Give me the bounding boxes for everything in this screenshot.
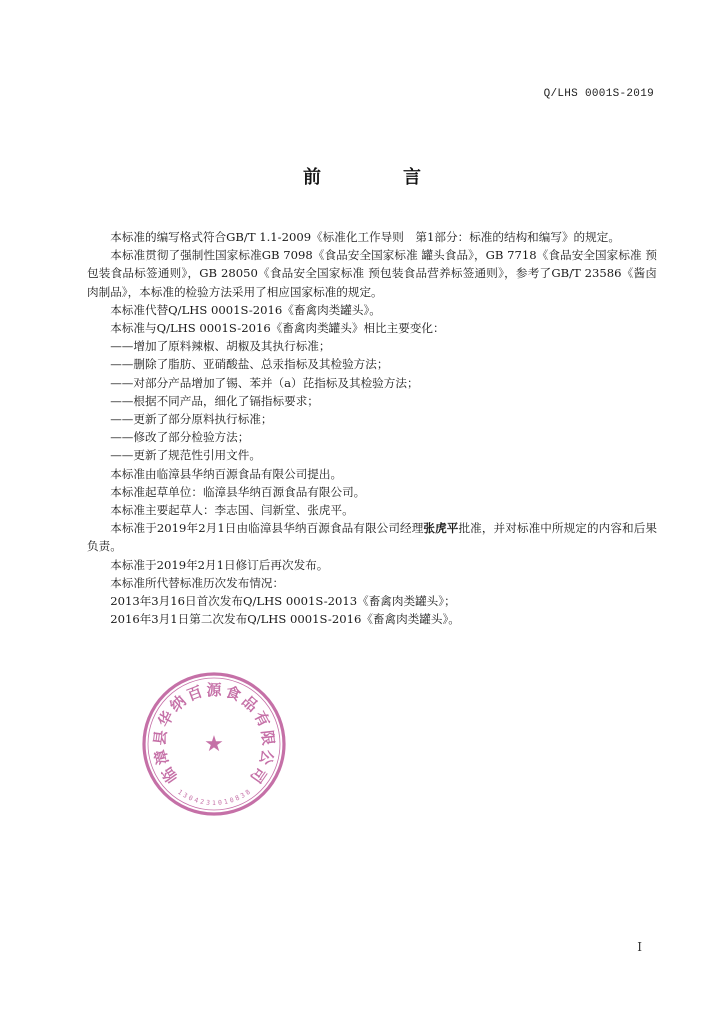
seal-character: 临 bbox=[158, 763, 182, 787]
seal-digit: 0 bbox=[228, 795, 235, 805]
approval-text-after: 批准，并对标准中所规定的内容和后果负责。 bbox=[87, 521, 657, 554]
seal-digit: 3 bbox=[205, 798, 211, 807]
seal-character: 源 bbox=[206, 681, 222, 699]
change-item: ——删除了脂肪、亚硝酸盐、总汞指标及其检验方法； bbox=[110, 357, 389, 372]
change-item: ——对部分产品增加了锡、苯并（a）芘指标及其检验方法； bbox=[110, 375, 419, 390]
paragraph-release: 本标准于2019年2月1日修订后再次发布。 bbox=[110, 557, 329, 572]
seal-digit: 0 bbox=[187, 793, 195, 803]
seal-digit: 3 bbox=[181, 791, 189, 800]
seal-character: 华 bbox=[154, 708, 178, 730]
seal-character: 百 bbox=[184, 682, 206, 705]
paragraph-drafting-unit: 本标准起草单位：临漳县华纳百源食品有限公司。 bbox=[110, 484, 366, 499]
paragraph-replaces: 本标准代替Q/LHS 0001S-2016《畜禽肉类罐头》。 bbox=[110, 302, 381, 317]
foreword-body bbox=[87, 228, 657, 628]
approval-text-before: 本标准于2019年2月1日由临漳县华纳百源食品有限公司经理 bbox=[110, 521, 424, 536]
change-item: ——增加了原料辣椒、胡椒及其执行标准； bbox=[110, 339, 331, 354]
seal-character: 县 bbox=[150, 729, 171, 747]
seal-digit: 8 bbox=[243, 787, 252, 797]
seal-digit: 8 bbox=[233, 793, 241, 803]
seal-digit: 4 bbox=[193, 795, 200, 805]
history-item: 2016年3月1日第二次发布Q/LHS 0001S-2016《畜禽肉类罐头》。 bbox=[110, 612, 460, 627]
seal-character: 漳 bbox=[151, 747, 173, 767]
seal-digit: 2 bbox=[199, 797, 205, 807]
change-item: ——修改了部分检验方法； bbox=[110, 430, 250, 445]
seal-character: 司 bbox=[246, 763, 270, 787]
paragraph-changes-intro: 本标准与Q/LHS 0001S-2016《畜禽肉类罐头》相比主要变化： bbox=[110, 321, 445, 336]
paragraph-standards: 本标准贯彻了强制性国家标准GB 7098《食品安全国家标准 罐头食品》，GB 7718《食品安全国家标准 预包装食品标签通则》，GB 28050《食品安全国家标准 预包装食品营养标签通则》，参考了GB/T 23586《酱卤肉制品》，本标准的检验方法采用了相应国家标准的规定。 bbox=[87, 248, 657, 299]
change-item: ——根据不同产品，细化了镉指标要求； bbox=[110, 393, 319, 408]
paragraph-format: 本标准的编写格式符合GB/T 1.1-2009《标准化工作导则 第1部分：标准的结构和编写》的规定。 bbox=[110, 230, 620, 244]
seal-character: 品 bbox=[238, 691, 262, 716]
paragraph-proposer: 本标准由临漳县华纳百源食品有限公司提出。 bbox=[110, 466, 343, 481]
page-number: I bbox=[637, 940, 642, 954]
change-item: ——更新了规范性引用文件。 bbox=[110, 448, 261, 463]
seal-character: 公 bbox=[255, 747, 277, 767]
svg-text:★: ★ bbox=[204, 732, 224, 757]
approver-name: 张虎平 bbox=[423, 521, 459, 536]
change-item: ——更新了部分原料执行标准； bbox=[110, 412, 273, 427]
company-seal-stamp bbox=[138, 668, 290, 820]
paragraph-history-intro: 本标准所代替标准历次发布情况： bbox=[110, 575, 285, 590]
section-title: 前 言 bbox=[303, 167, 453, 188]
paragraph-approval bbox=[87, 519, 657, 555]
seal-character: 食 bbox=[222, 682, 244, 705]
seal-character: 纳 bbox=[166, 691, 190, 716]
seal-digit: 0 bbox=[217, 798, 223, 807]
seal-digit: 1 bbox=[223, 797, 229, 807]
seal-digit: 1 bbox=[212, 799, 216, 807]
seal-character: 有 bbox=[250, 708, 274, 730]
paragraph-drafters: 本标准主要起草人：李志国、闫新堂、张虎平。 bbox=[110, 503, 354, 518]
history-item: 2013年3月16日首次发布Q/LHS 0001S-2013《畜禽肉类罐头》； bbox=[110, 594, 456, 609]
seal-character: 限 bbox=[257, 729, 278, 747]
seal-digit: 3 bbox=[239, 791, 247, 800]
seal-digit: 1 bbox=[176, 787, 185, 797]
document-code: Q/LHS 0001S-2019 bbox=[543, 88, 654, 100]
